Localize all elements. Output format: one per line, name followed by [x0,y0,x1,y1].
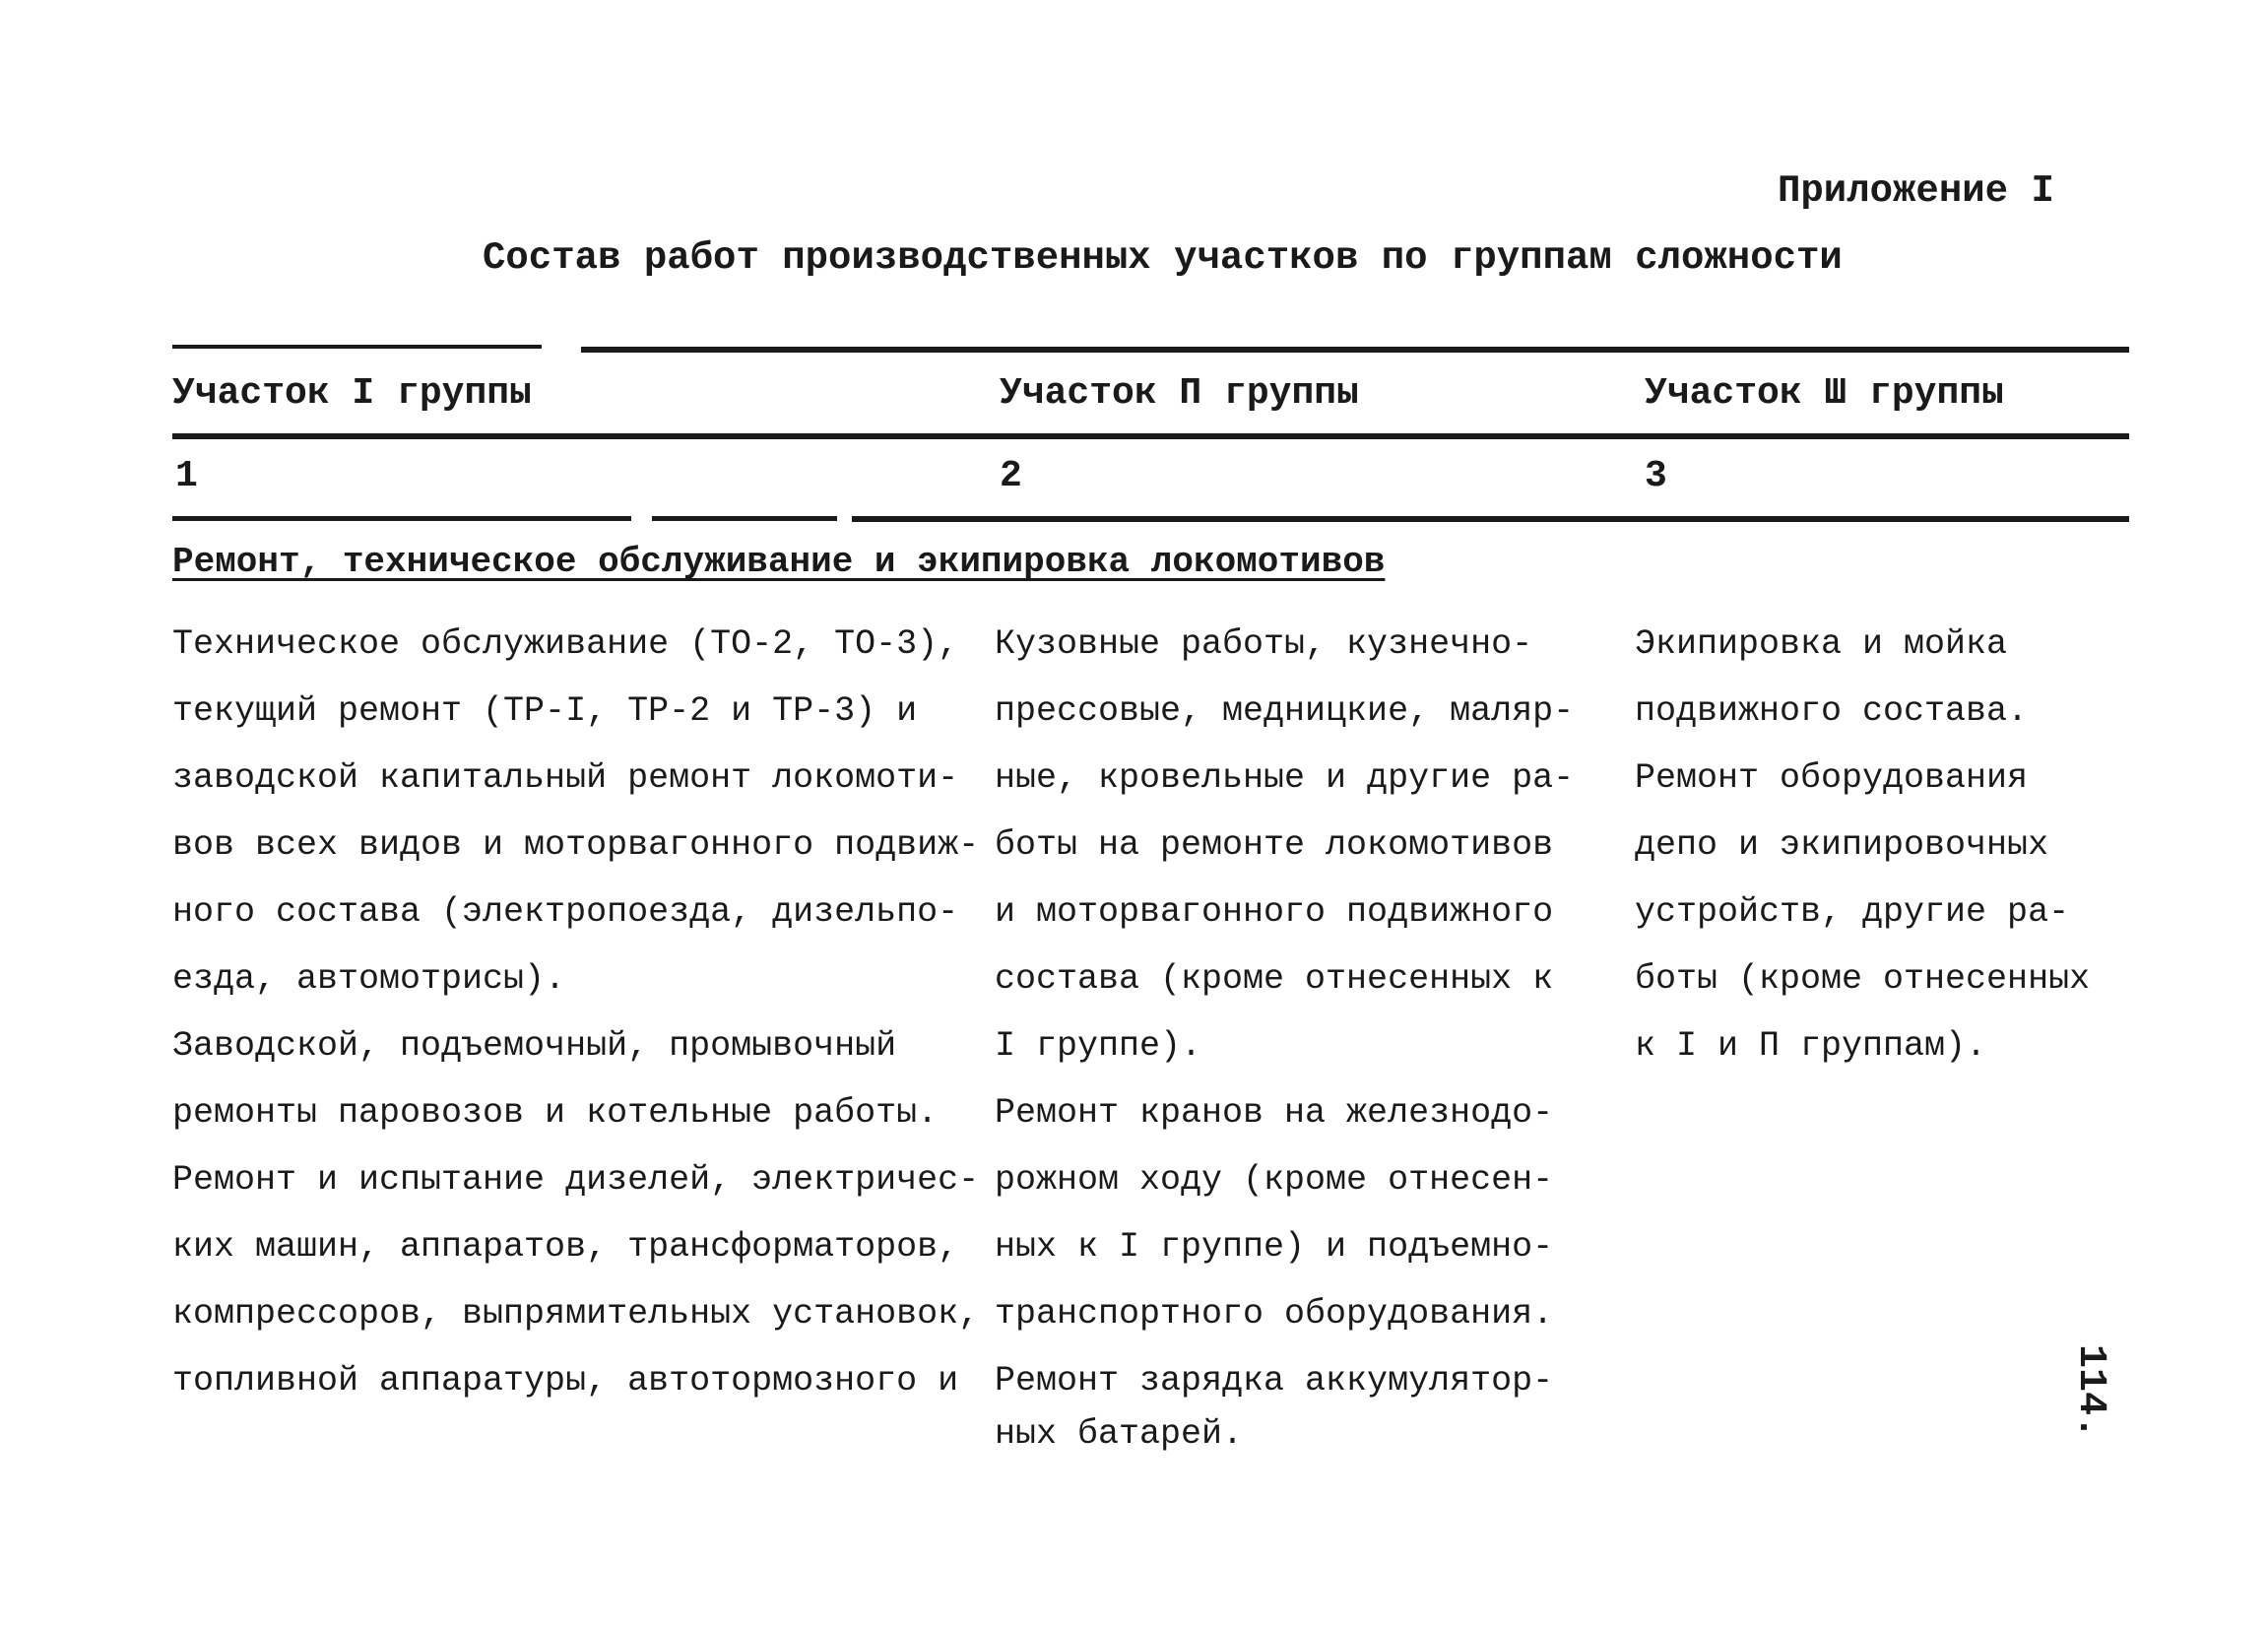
header-group-1: Участок I группы [172,372,532,415]
text-line: компрессоров, выпрямительных установок, [172,1294,980,1334]
text-line: транспортного оборудования. [995,1294,1554,1334]
table-top-rule-right [581,347,2129,353]
text-line: Ремонт оборудования [1635,758,2029,798]
number-rule-seg-1 [172,516,631,521]
column-number-2: 2 [1000,455,1022,497]
text-line: Кузовные работы, кузнечно- [995,624,1533,664]
number-rule-seg-2 [652,516,837,521]
text-line: подвижного состава. [1635,691,2029,731]
text-line: топливной аппаратуры, автотормозного и [172,1361,959,1401]
text-line: ные, кровельные и другие ра- [995,758,1575,798]
text-line: ких машин, аппаратов, трансформаторов, [172,1227,959,1267]
text-line: ных батарей. [995,1414,1244,1454]
text-line: Экипировка и мойка [1635,624,2008,664]
document-title: Состав работ производственных участков по группам сложности [483,236,1843,280]
appendix-label: Приложение I [1778,169,2054,213]
text-line: Заводской, подъемочный, промывочный [172,1026,897,1066]
text-line: I группе). [995,1026,1202,1066]
header-group-3: Участок Ш группы [1645,372,2004,415]
header-group-2: Участок П группы [1000,372,1359,415]
text-line: депо и экипировочных [1635,825,2049,865]
text-line: к I и П группам). [1635,1026,1987,1066]
text-line: Ремонт и испытание дизелей, электричес- [172,1160,980,1200]
text-line: вов всех видов и моторвагонного подвиж- [172,825,980,865]
text-line: устройств, другие ра- [1635,892,2070,932]
column-number-1: 1 [175,455,198,497]
section-title: Ремонт, техническое обслуживание и экипировка локомотивов [172,542,1386,582]
text-line: заводской капитальный ремонт локомоти- [172,758,959,798]
text-line: ремонты паровозов и котельные работы. [172,1093,939,1133]
text-line: рожном ходу (кроме отнесен- [995,1160,1554,1200]
text-line: ных к I группе) и подъемно- [995,1227,1554,1267]
text-line: Ремонт кранов на железнодо- [995,1093,1554,1133]
text-line: езда, автомотрисы). [172,959,566,999]
text-line: прессовые, медницкие, маляр- [995,691,1575,731]
page-number: 114. [2068,1344,2112,1440]
text-line: Ремонт зарядка аккумулятор- [995,1361,1554,1401]
header-rule [172,433,2129,439]
text-line: боты на ремонте локомотивов [995,825,1554,865]
number-rule-seg-3 [852,516,2129,522]
text-line: и моторвагонного подвижного [995,892,1554,932]
text-line: текущий ремонт (ТР-I, ТР-2 и ТР-3) и [172,691,918,731]
text-line: состава (кроме отнесенных к [995,959,1554,999]
text-line: Техническое обслуживание (ТО-2, ТО-3), [172,624,959,664]
text-line: боты (кроме отнесенных [1635,959,2091,999]
text-line: ного состава (электропоезда, дизельпо- [172,892,959,932]
table-top-rule-left [172,345,542,349]
column-number-3: 3 [1645,455,1667,497]
column-group-2 [995,611,1574,1467]
column-group-3 [1635,611,2090,1079]
column-group-1 [172,611,979,1414]
